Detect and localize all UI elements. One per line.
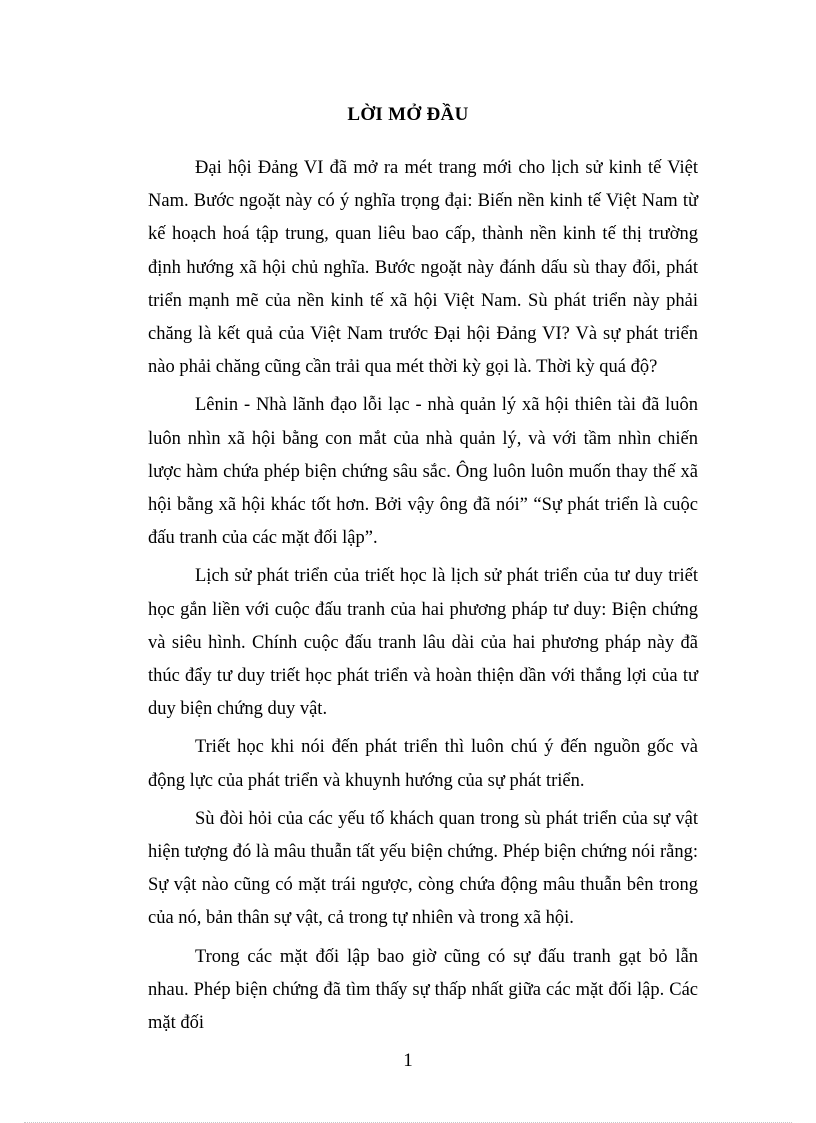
body-text — [148, 152, 698, 1040]
paragraph-2: Lênin - Nhà lãnh đạo lỗi lạc - nhà quản lý xã hội thiên tài đã luôn luôn nhìn xã hội bằng con mắt của nhà quản lý, và với tầm nhìn chiến lược hàm chứa phép biện chứng sâu sắc. Ông luôn luôn muốn thay thế xã hội bằng xã hội khác tốt hơn. Bởi vậy ông đã nói” “Sự phát triển là cuộc đấu tranh của các mặt đối lập”. — [148, 395, 698, 549]
page-title: LỜI MỞ ĐẦU — [347, 104, 469, 125]
paragraph-6: Trong các mặt đối lập bao giờ cũng có sự đấu tranh gạt bỏ lẫn nhau. Phép biện chứng đã tìm thấy sự thấp nhất giữa các mặt đối lập. Các mặt đối — [148, 946, 698, 1034]
page-number: 1 — [403, 1050, 413, 1071]
paragraph-3: Lịch sử phát triển của triết học là lịch sử phát triển của tư duy triết học gắn liền với cuộc đấu tranh của hai phương pháp tư duy: Biện chứng và siêu hình. Chính cuộc đấu tranh lâu dài của hai phương pháp này đã thúc đẩy tư duy triết học phát triển và hoàn thiện dần với thắng lợi của tư duy biện chứng duy vật. — [148, 566, 698, 720]
paragraph-1: Đại hội Đảng VI đã mở ra mét trang mới cho lịch sử kinh tế Việt Nam. Bước ngoặt này có ý nghĩa trọng đại: Biến nền kinh tế Việt Nam từ kế hoạch hoá tập trung, quan liêu bao cấp, thành nền kinh tế thị trường định hướng xã hội chủ nghĩa. Bước ngoặt này đánh dấu sù thay đổi, phát triển mạnh mẽ của nền kinh tế xã hội Việt Nam. Sù phát triển này phải chăng là kết quả của Việt Nam trước Đại hội Đảng VI? Và sự phát triển nào phải chăng cũng cần trải qua mét thời kỳ gọi là. Thời kỳ quá độ? — [148, 158, 698, 378]
paragraph-4: Triết học khi nói đến phát triển thì luôn chú ý đến nguồn gốc và động lực của phát triển và khuynh hướng của sự phát triển. — [148, 737, 698, 791]
paragraph-5: Sù đòi hỏi của các yếu tố khách quan trong sù phát triển của sự vật hiện tượng đó là mâu thuẫn tất yếu biện chứng. Phép biện chứng nói rằng: Sự vật nào cũng có mặt trái ngược, còng chứa động mâu thuẫn bên trong của nó, bản thân sự vật, cả trong tự nhiên và trong xã hội. — [148, 808, 698, 929]
